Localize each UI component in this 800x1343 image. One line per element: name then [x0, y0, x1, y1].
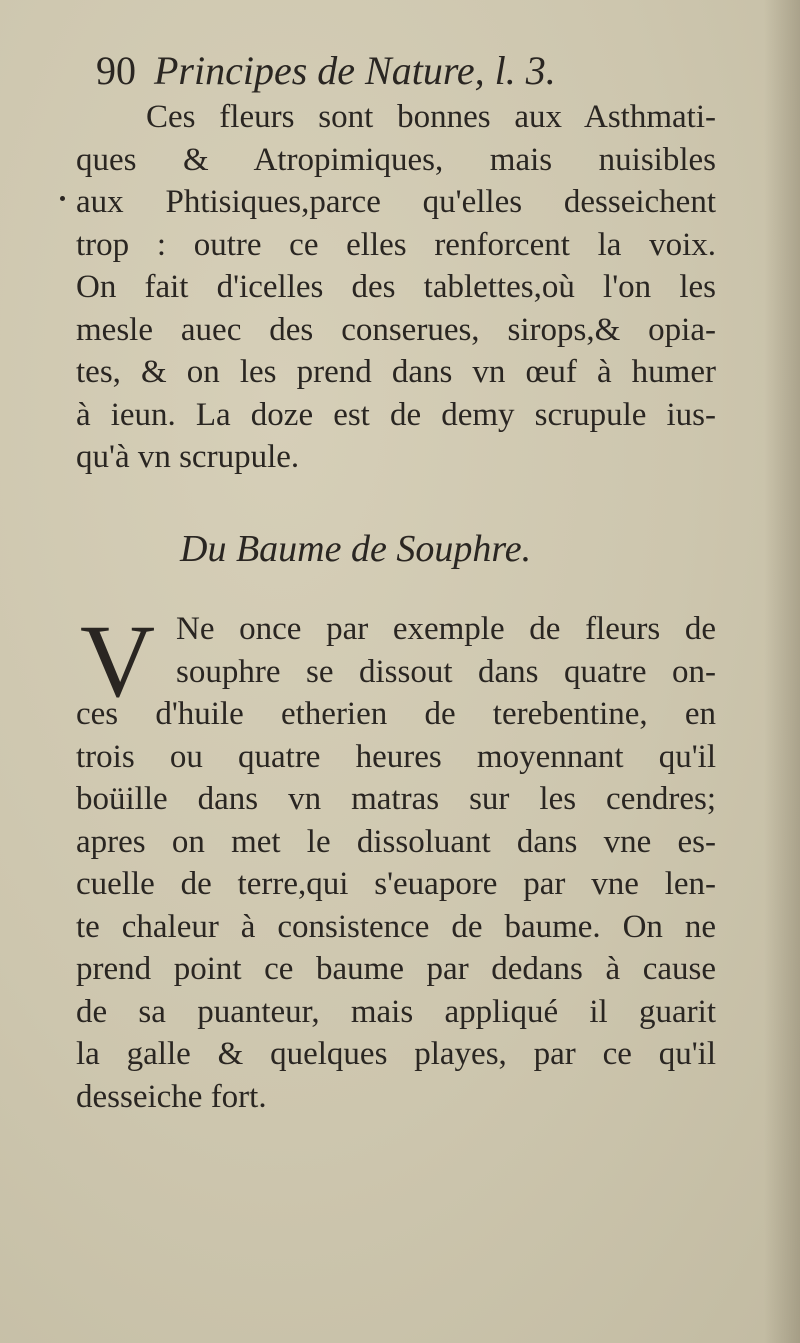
text-line: prend point ce baume par dedans à cause	[76, 951, 716, 987]
paragraph-baume	[76, 604, 716, 1118]
text-line: trois ou quatre heures moyennant qu'il	[76, 738, 716, 775]
text-line: Ces fleurs sont bonnes aux Asthmati-	[146, 99, 716, 135]
text-line: la galle & quelques playes, par ce qu'il	[76, 1036, 716, 1072]
paragraph-fleurs	[76, 96, 716, 479]
text-line: trop : outre ce elles renforcent la voix.	[76, 226, 716, 263]
page-header	[96, 46, 736, 96]
running-title: Principes de Nature, l. 3.	[154, 48, 556, 93]
text-line: boüille dans vn matras sur les cendres;	[76, 781, 716, 817]
text-line: desseiche fort.	[76, 1078, 267, 1115]
text-line: aux Phtisiques,parce qu'elles desseichent	[76, 184, 716, 220]
text-line: Ne once par exemple de fleurs de	[176, 611, 716, 647]
text-line: mesle auec des conserues, sirops,& opia-	[76, 311, 716, 348]
page-number: 90	[96, 48, 136, 93]
text-line: à ieun. La doze est de demy scrupule ius-	[76, 396, 716, 433]
text-line: qu'à vn scrupule.	[76, 439, 300, 475]
text-line: apres on met le dissoluant dans vne es-	[76, 823, 716, 860]
text-line: ces d'huile etherien de terebentine, en	[76, 696, 716, 732]
text-line: On fait d'icelles des tablettes,où l'on les	[76, 269, 716, 305]
text-line: te chaleur à consistence de baume. On ne	[76, 908, 716, 945]
section-title: Du Baume de Souphre.	[180, 528, 532, 570]
text-line: cuelle de terre,qui s'euapore par vne len-	[76, 866, 716, 902]
margin-mark	[60, 196, 65, 201]
text-line: souphre se dissout dans quatre on-	[176, 653, 716, 690]
text-line: tes, & on les prend dans vn œuf à humer	[76, 354, 716, 390]
text-line: de sa puanteur, mais appliqué il guarit	[76, 993, 716, 1030]
text-line: ques & Atropimiques, mais nuisibles	[76, 141, 716, 178]
drop-cap: V	[80, 604, 156, 719]
